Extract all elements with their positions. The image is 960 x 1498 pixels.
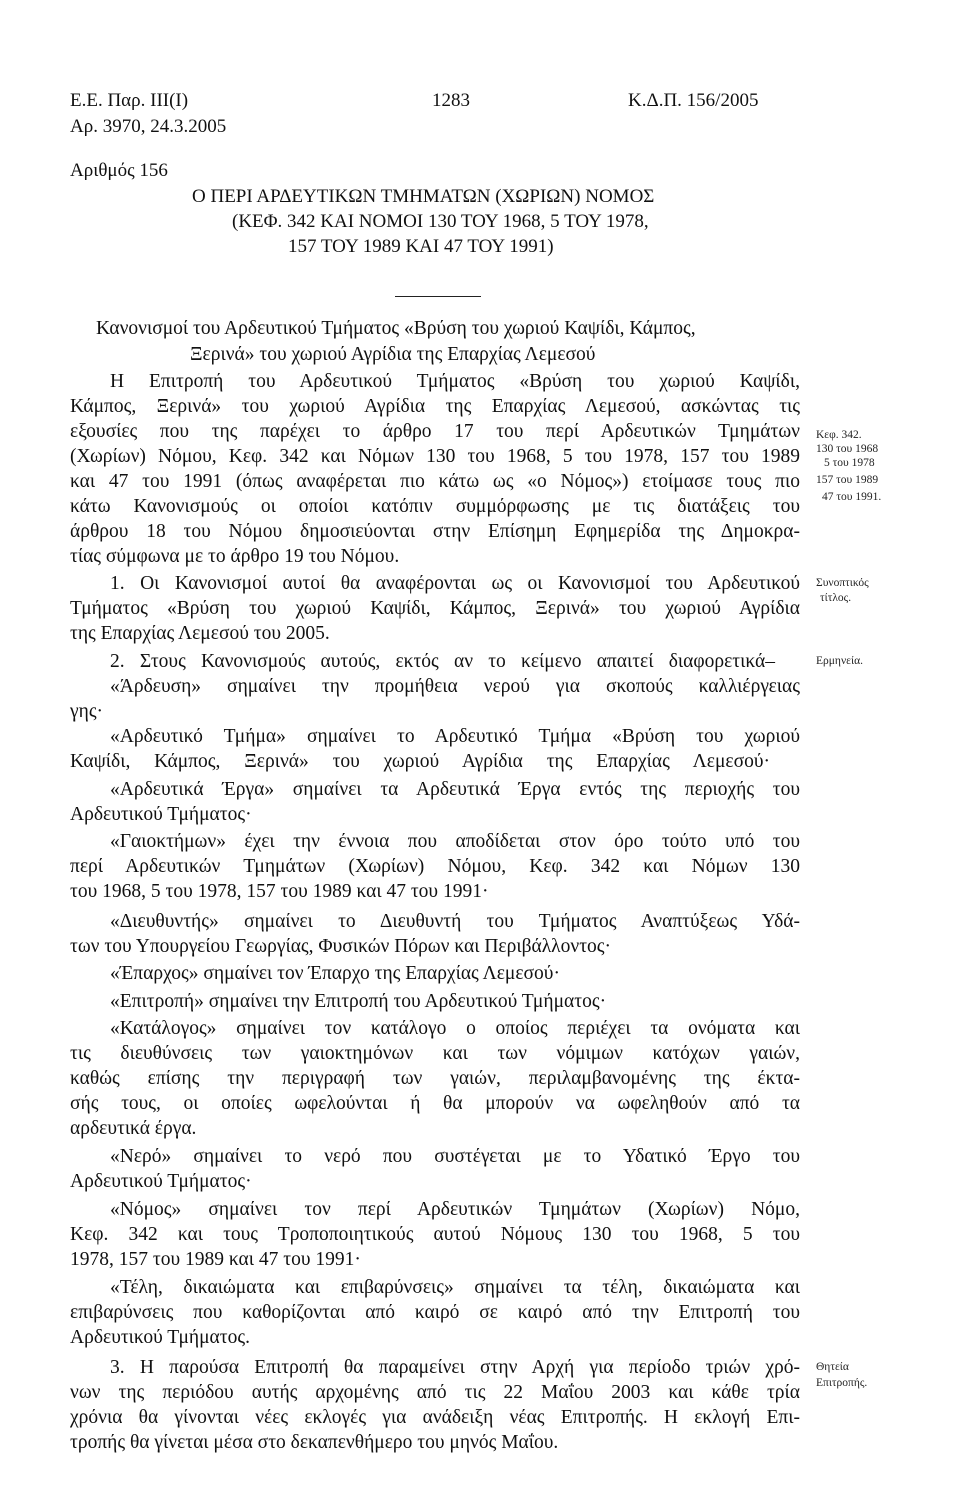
section-2-line: Αρδευτικού Τμήματος· [70,804,252,825]
section-2-line: γης· [70,701,104,722]
section-3-line: τροπής θα γίνεται μέσα στο δεκαπενθήμερο του μηνός Μαΐου. [70,1432,559,1453]
section-2-line: «Έπαρχος» σημαίνει τον Έπαρχο της Επαρχίας Λεμεσού· [110,963,560,984]
margin-interpretation-note: Ερμηνεία. [816,655,863,667]
section-3-line: χρόνια θα γίνονται νέες εκλογές για ανάδειξη νέας Επιτροπής. Η εκλογή Επι- [70,1407,800,1428]
law-title-line-2: (ΚΕΦ. 342 ΚΑΙ ΝΟΜΟΙ 130 ΤΟΥ 1968, 5 ΤΟΥ 1978, [232,211,649,232]
margin-laws-reference: 130 του 1968 [816,443,879,455]
gazette-reference: Ε.Ε. Παρ. ΙΙΙ(Ι) [70,90,189,111]
section-3-line: 3. Η παρούσα Επιτροπή θα παραμείνει στην Αρχή για περίοδο τριών χρό- [110,1357,800,1378]
regulation-ordinal: Αριθμός 156 [70,160,168,181]
preamble-line: Η Επιτροπή του Αρδευτικού Τμήματος «Βρύση του χωριού Καψίδι, [110,371,800,392]
law-title-line-1: Ο ΠΕΡΙ ΑΡΔΕΥΤΙΚΩΝ ΤΜΗΜΑΤΩΝ (ΧΩΡΙΩΝ) ΝΟΜΟΣ [192,186,655,207]
preamble-line: (Χωρίων) Νόμου, Κεφ. 342 και Νόμων 130 του 1968, 5 του 1978, 157 του 1989 [70,446,800,467]
section-2-line: Αρδευτικού Τμήματος· [70,1171,252,1192]
section-2-line: «Αρδευτικά Έργα» σημαίνει τα Αρδευτικά Έργα εντός της περιοχής του [110,779,800,800]
section-2-line: «Γαιοκτήμων» έχει την έννοια που αποδίδεται στον όρο τούτο υπό του [110,831,800,852]
section-2-line: επιβαρύνσεις που καθορίζονται από καιρό σε καιρό από την Επιτροπή του [70,1302,800,1323]
margin-laws-reference: 157 του 1989 [816,474,879,486]
title-divider [395,296,481,297]
preamble-line: κάτω Κανονισμούς οι οποίοι κατόπιν συμμόρφωσης με τις διατάξεις του [70,496,800,517]
section-2-line: Αρδευτικού Τμήματος. [70,1327,250,1348]
section-2-line: «Κατάλογος» σημαίνει τον κατάλογο ο οποίος περιέχει τα ονόματα και [110,1018,800,1039]
section-3-line: νων της περιόδου αυτής αρχομένης από τις 22 Μαΐου 2003 και κάθε τρία [70,1382,800,1403]
preamble-line: τίας σύμφωνα με το άρθρο 19 του Νόμου. [70,546,400,567]
section-2-line: αρδευτικά έργα. [70,1118,197,1139]
section-1-line: Τμήματος «Βρύση του χωριού Καψίδι, Κάμπος, Ξερινά» του χωριού Αγρίδια [70,598,800,619]
section-2-line: 2. Στους Κανονισμούς αυτούς, εκτός αν το κείμενο απαιτεί διαφορετικά– [110,651,775,672]
section-1-line: 1. Οι Κανονισμοί αυτοί θα αναφέρονται ως οι Κανονισμοί του Αρδευτικού [110,573,800,594]
section-2-line: «Νόμος» σημαίνει τον περί Αρδευτικών Τμημάτων (Χωρίων) Νόμο, [110,1199,800,1220]
preamble-line: άρθρου 18 του Νόμου δημοσιεύονται στην Επίσημη Εφημερίδα της Δημοκρα- [70,521,800,542]
law-title-line-3: 157 ΤΟΥ 1989 ΚΑΙ 47 ΤΟΥ 1991) [288,236,554,257]
section-2-line: «Αρδευτικό Τμήμα» σημαίνει το Αρδευτικό Τμήμα «Βρύση του χωριού [110,726,800,747]
regulations-subtitle-line-1: Κανονισμοί του Αρδευτικού Τμήματος «Βρύση του χωριού Καψίδι, Κάμπος, [96,318,696,339]
margin-laws-reference: 47 του 1991. [822,491,882,503]
section-2-line: του 1968, 5 του 1978, 157 του 1989 και 47 του 1991· [70,881,489,902]
section-2-line: τις διευθύνσεις των γαιοκτημόνων και των νόμιμων κατόχων γαιών, [70,1043,800,1064]
preamble-line: Κάμπος, Ξερινά» του χωριού Αγρίδια της Επαρχίας Λεμεσού, ασκώντας τις [70,396,800,417]
section-2-line: 1978, 157 του 1989 και 47 του 1991· [70,1249,361,1270]
margin-laws-reference: Κεφ. 342. [816,429,862,441]
regulation-number: Κ.Δ.Π. 156/2005 [628,90,759,111]
section-2-line: «Τέλη, δικαιώματα και επιβαρύνσεις» σημαίνει τα τέλη, δικαιώματα και [110,1277,800,1298]
margin-short-title-note: Συνοπτικός [816,577,869,589]
section-2-line: σής τους, οι οποίες ωφελούνται ή θα μπορούν να ωφεληθούν από τα [70,1093,800,1114]
section-2-line: Καψίδι, Κάμπος, Ξερινά» του χωριού Αγρίδια της Επαρχίας Λεμεσού· [70,751,770,772]
section-1-line: της Επαρχίας Λεμεσού του 2005. [70,623,330,644]
section-2-line: καθώς επίσης την περιγραφή των γαιών, περιλαμβανομένης της έκτα- [70,1068,800,1089]
section-2-line: «Διευθυντής» σημαίνει το Διευθυντή του Τμήματος Αναπτύξεως Υδά- [110,911,800,932]
issue-number-date: Αρ. 3970, 24.3.2005 [70,116,227,137]
section-2-line: Κεφ. 342 και τους Τροποποιητικούς αυτού Νόμους 130 του 1968, 5 του [70,1224,800,1245]
section-2-line: περί Αρδευτικών Τμημάτων (Χωρίων) Νόμου, Κεφ. 342 και Νόμων 130 [70,856,800,877]
section-2-line: «Άρδευση» σημαίνει την προμήθεια νερού για σκοπούς καλλιέργειας [110,676,800,697]
margin-short-title-note: τίτλος. [820,592,852,604]
margin-laws-reference: 5 του 1978 [824,457,875,469]
section-2-line: «Επιτροπή» σημαίνει την Επιτροπή του Αρδευτικού Τμήματος· [110,991,607,1012]
page-number: 1283 [432,90,470,111]
margin-term-note: Θητεία [816,1361,849,1373]
section-2-line: των του Υπουργείου Γεωργίας, Φυσικών Πόρων και Περιβάλλοντος· [70,936,611,957]
margin-term-note: Επιτροπής. [816,1377,868,1389]
preamble-line: και 47 του 1991 (όπως αναφέρεται πιο κάτω ως «ο Νόμος») ετοίμασε τους πιο [70,471,800,492]
section-2-line: «Νερό» σημαίνει το νερό που συστέγεται με το Υδατικό Έργο του [110,1146,800,1167]
preamble-line: εξουσίες που της παρέχει το άρθρο 17 του περί Αρδευτικών Τμημάτων [70,421,800,442]
regulations-subtitle-line-2: Ξερινά» του χωριού Αγρίδια της Επαρχίας Λεμεσού [190,344,596,365]
